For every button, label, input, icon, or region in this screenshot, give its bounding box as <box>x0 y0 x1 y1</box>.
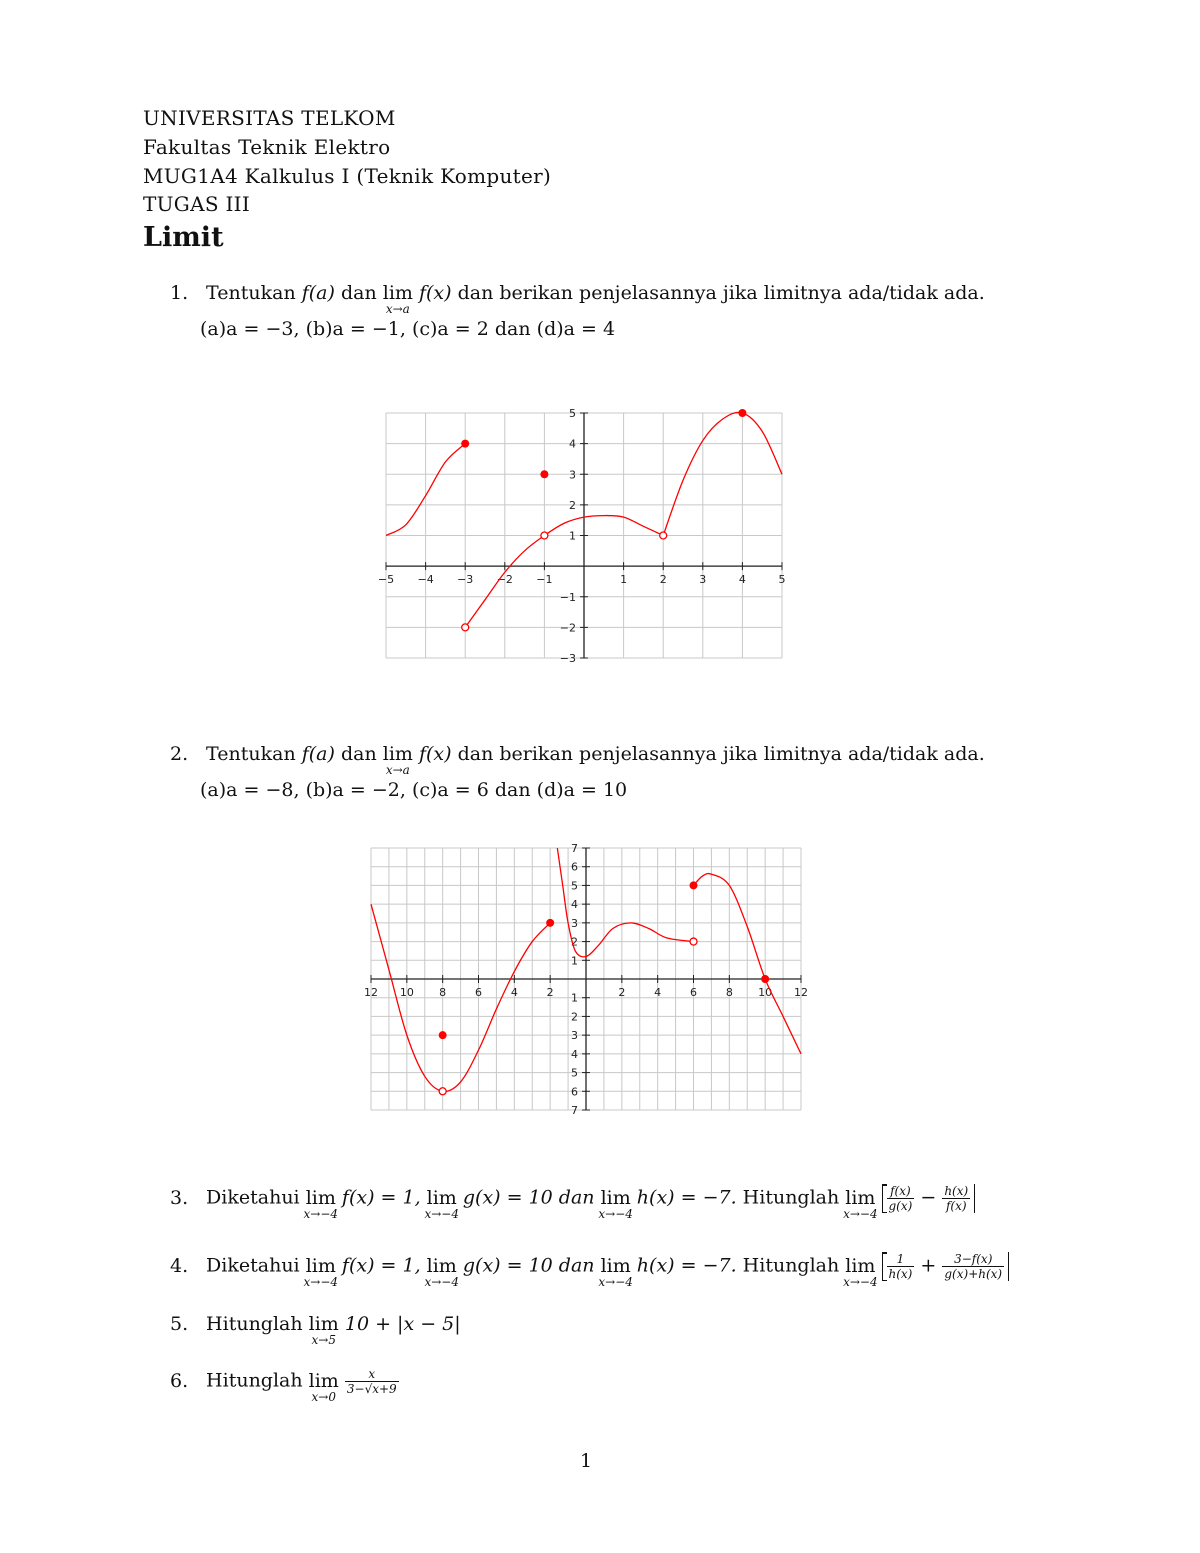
question-number: 4. <box>170 1254 189 1277</box>
x-tick-label: 12 <box>364 986 378 999</box>
limit-operator: lim x→−4 <box>843 1186 878 1221</box>
filled-point <box>461 440 469 448</box>
question-6 <box>170 1367 399 1404</box>
question-text: dan berikan penjelasannya jika limitnya ada/tidak ada. <box>457 743 985 765</box>
question-3 <box>170 1184 975 1221</box>
y-tick-label: 1 <box>569 529 576 543</box>
x-tick-label: −4 <box>417 573 434 587</box>
filled-point <box>540 470 548 478</box>
x-tick-label: 4 <box>510 986 518 999</box>
y-tick-label: 4 <box>571 1047 578 1061</box>
y-tick-label: 7 <box>571 1104 578 1117</box>
x-tick-label: 5 <box>778 573 786 587</box>
math-g-value: g(x) = 10 dan <box>462 1254 595 1277</box>
y-tick-label: 3 <box>569 468 576 482</box>
y-tick-label: −3 <box>559 652 576 665</box>
x-tick-label: −2 <box>496 573 513 587</box>
open-point <box>541 532 548 539</box>
math-fa: f(a) <box>301 743 335 765</box>
function-curve <box>465 516 663 628</box>
y-tick-label: 2 <box>569 498 576 512</box>
question-number: 5. <box>170 1313 189 1335</box>
question-4 <box>170 1252 1009 1289</box>
x-tick-label: 6 <box>690 986 697 999</box>
operator: − <box>920 1186 937 1209</box>
math-fx: f(x) <box>418 282 452 304</box>
question-number: 6. <box>170 1369 189 1392</box>
question-number: 2. <box>170 743 189 765</box>
y-tick-label: 1 <box>571 954 578 968</box>
question-2-line-2: (a)a = −8, (b)a = −2, (c)a = 6 dan (d)a = 10 <box>200 779 628 801</box>
x-tick-label: 4 <box>654 986 662 999</box>
limit-operator: lim x→−4 <box>303 1254 339 1289</box>
y-tick-label: 4 <box>569 437 576 451</box>
x-tick-label: 8 <box>725 986 733 999</box>
x-tick-label: 2 <box>618 986 626 999</box>
faculty-name: Fakultas Teknik Elektro <box>143 135 391 159</box>
math-expression: 10 + |x − 5| <box>344 1313 461 1335</box>
y-tick-label: 1 <box>571 991 578 1005</box>
section-title: Limit <box>143 222 224 253</box>
question-text: Hitunglah <box>206 1369 303 1392</box>
question-text: Hitunglah <box>206 1313 303 1335</box>
filled-point <box>738 409 746 417</box>
bracket-expression <box>882 1252 1010 1281</box>
y-tick-label: 7 <box>571 842 578 855</box>
limit-operator: lim x→−4 <box>424 1186 459 1221</box>
bracket-expression <box>882 1184 976 1213</box>
limit-operator: lim x→a <box>382 743 413 777</box>
fraction: $\frac{f(x)}{g(x)}$ <box>888 1184 913 1213</box>
math-fx: f(x) <box>418 743 452 765</box>
y-tick-label: 4 <box>571 898 578 912</box>
y-tick-label: 6 <box>571 860 578 874</box>
x-tick-label: 2 <box>546 986 554 999</box>
question-text: Tentukan <box>206 743 296 765</box>
filled-point <box>439 1031 447 1039</box>
open-point <box>439 1088 446 1095</box>
filled-point <box>761 975 769 983</box>
open-point <box>690 938 697 945</box>
y-tick-label: 5 <box>571 1066 578 1080</box>
math-f-value: f(x) = 1, <box>341 1254 421 1277</box>
math-h-value: h(x) = −7. <box>636 1254 737 1277</box>
fraction: $\frac{x}{3-√x+9}$ <box>346 1367 397 1396</box>
y-tick-label: 6 <box>571 1085 578 1099</box>
fraction: $\frac{h(x)}{f(x)}$ <box>944 1184 969 1213</box>
x-tick-label: 6 <box>475 986 482 999</box>
y-tick-label: −2 <box>559 621 576 635</box>
limit-operator: lim x→−4 <box>598 1254 633 1289</box>
y-tick-label: 2 <box>571 935 578 949</box>
y-tick-label: −1 <box>559 590 576 604</box>
limit-operator: lim x→a <box>382 282 413 316</box>
chart-2 <box>365 842 810 1117</box>
x-tick-label: 1 <box>620 573 628 587</box>
question-text: Diketahui <box>206 1186 300 1209</box>
x-tick-label: 10 <box>758 986 773 999</box>
limit-operator: lim x→−4 <box>843 1254 878 1289</box>
y-tick-label: 5 <box>571 879 578 893</box>
x-tick-label: 4 <box>738 573 746 587</box>
question-2-line-1 <box>170 743 985 777</box>
fraction: $\frac{3-f(x)}{g(x)+h(x)}$ <box>944 1252 1003 1281</box>
open-point <box>462 624 469 631</box>
fraction: $\frac{1}{h(x)}$ <box>888 1252 913 1281</box>
x-tick-label: −1 <box>536 573 553 587</box>
limit-operator: lim x→5 <box>308 1313 339 1347</box>
math-f-value: f(x) = 1, <box>341 1186 421 1209</box>
x-tick-label: −5 <box>377 573 395 587</box>
open-point <box>660 532 667 539</box>
x-tick-label: 2 <box>659 573 667 587</box>
question-text: Hitunglah <box>742 1254 840 1277</box>
math-fa: f(a) <box>301 282 335 304</box>
operator: + <box>920 1254 937 1277</box>
limit-operator: lim x→−4 <box>424 1254 459 1289</box>
question-text: dan <box>340 743 377 765</box>
x-tick-label: 3 <box>699 573 707 587</box>
y-tick-label: 3 <box>571 916 578 930</box>
x-tick-label: −3 <box>457 573 474 587</box>
math-h-value: h(x) = −7. <box>636 1186 737 1209</box>
x-tick-label: 10 <box>399 986 414 999</box>
question-1-line-1 <box>170 282 985 316</box>
question-text: dan <box>340 282 377 304</box>
y-tick-label: 2 <box>571 1010 578 1024</box>
university-name: UNIVERSITAS TELKOM <box>143 106 396 130</box>
question-5 <box>170 1313 461 1347</box>
question-1-line-2: (a)a = −3, (b)a = −1, (c)a = 2 dan (d)a = 4 <box>200 318 616 340</box>
question-text: Tentukan <box>206 282 296 304</box>
question-text: dan berikan penjelasannya jika limitnya ada/tidak ada. <box>457 282 985 304</box>
question-text: Hitunglah <box>742 1186 840 1209</box>
x-tick-label: 8 <box>439 986 447 999</box>
question-number: 1. <box>170 282 189 304</box>
question-text: Diketahui <box>206 1254 300 1277</box>
limit-operator: lim x→0 <box>308 1369 339 1404</box>
chart-1 <box>377 405 790 665</box>
course-name: MUG1A4 Kalkulus I (Teknik Komputer) <box>143 164 552 188</box>
page-number: 1 <box>580 1450 593 1472</box>
limit-operator: lim x→−4 <box>303 1186 339 1221</box>
math-g-value: g(x) = 10 dan <box>462 1186 595 1209</box>
limit-operator: lim x→−4 <box>598 1186 633 1221</box>
filled-point <box>690 881 698 889</box>
y-tick-label: 5 <box>569 407 576 420</box>
assignment-name: TUGAS III <box>143 192 251 216</box>
filled-point <box>546 919 554 927</box>
y-tick-label: 3 <box>571 1029 578 1043</box>
question-number: 3. <box>170 1186 189 1209</box>
x-tick-label: 12 <box>794 986 808 999</box>
